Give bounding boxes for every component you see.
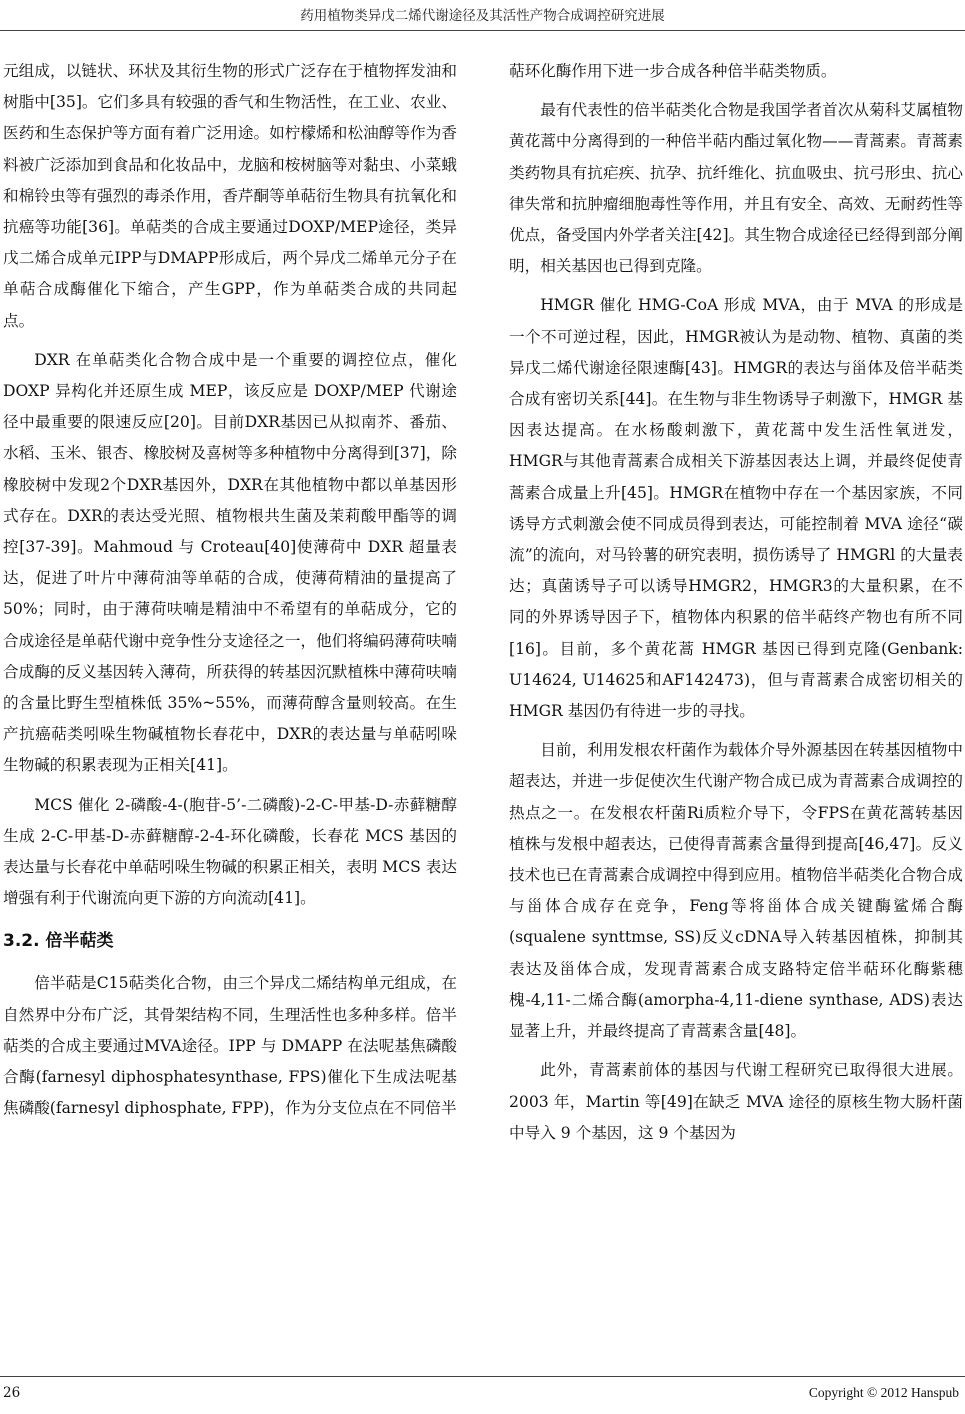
left-paragraph-4: 倍半萜是C15萜类化合物，由三个异戊二烯结构单元组成，在自然界中分布广泛，其骨架结构不同，生理活性也多种多样。倍半萜类的合成主要通过MVA途径。IPP 与 DMAPP 在法呢基焦磷酸合酶(farnesyl diphosphatesynthase, FPS)催化下生成法呢基焦磷酸(farnesyl diphosphate, FPP)，作为分支位点在不同倍半 [3, 974, 457, 1118]
right-column [509, 56, 963, 1157]
copyright-notice: Copyright © 2012 Hanspub [808, 1385, 959, 1400]
right-paragraph-5: 此外，青蒿素前体的基因与代谢工程研究已取得很大进展。2003 年，Martin 等[49]在缺乏 MVA 途径的原核生物大肠杆菌中导入 9 个基因，这 9 个基因为 [509, 1061, 963, 1142]
left-column [3, 56, 457, 1133]
right-paragraph-3: HMGR 催化 HMG-CoA 形成 MVA，由于 MVA 的形成是一个不可逆过程，因此，HMGR被认为是动物、植物、真菌的类异戊二烯代谢途径限速酶[43]。HMGR的表达与甾体及倍半萜类合成有密切关系[44]。在生物与非生物诱导子刺激下，HMGR 基因表达提高。在水杨酸刺激下，黄花蒿中发生活性氧迸发，HMGR与其他青蒿素合成相关下游基因表达上调，并最终促使青蒿素合成量上升[45]。HMGR在植物中存在一个基因家族，不同诱导方式刺激会使不同成员得到表达，可能控制着 MVA 途径“碳流”的流向，对马铃薯的研究表明，损伤诱导了 HMGRl 的大量表达；真菌诱导子可以诱导HMGR2，HMGR3的大量积累，在不同的外界诱导因子下，植物体内积累的倍半萜终产物也有所不同[16]。目前，多个黄花蒿 HMGR 基因已得到克隆(Genbank: U14624, U14625和AF142473)，但与青蒿素合成密切相关的 HMGR 基因仍有待进一步的寻找。 [509, 296, 963, 721]
header-rule [0, 30, 965, 31]
running-header: 药用植物类异戊二烯代谢途径及其活性产物合成调控研究进展 [300, 8, 665, 24]
page-number: 26 [3, 1385, 21, 1401]
footer-rule [0, 1376, 965, 1377]
left-paragraph-2: DXR 在单萜类化合物合成中是一个重要的调控位点，催化 DOXP 异构化并还原生成 MEP，该反应是 DOXP/MEP 代谢途径中最重要的限速反应[20]。目前DXR基因已从拟南芥、番茄、水稻、玉米、银杏、橡胶树及喜树等多种植物中分离得到[37]，除橡胶树中发现2个DXR基因外，DXR在其他植物中都以单基因形式存在。DXR的表达受光照、植物根共生菌及茉莉酸甲酯等的调控[37-39]。Mahmoud 与 Croteau[40]使薄荷中 DXR 超量表达，促进了叶片中薄荷油等单萜的合成，使薄荷精油的量提高了 50%；同时，由于薄荷呋喃是精油中不希望有的单萜成分，它的合成途径是单萜代谢中竞争性分支途径之一，他们将编码薄荷呋喃合成酶的反义基因转入薄荷，所获得的转基因沉默植株中薄荷呋喃的含量比野生型植株低 35%~55%，而薄荷醇含量则较高。在生产抗癌萜类吲哚生物碱植物长春花中，DXR的表达量与单萜吲哚生物碱的积累表现为正相关[41]。 [3, 350, 457, 775]
right-paragraph-1: 萜环化酶作用下进一步合成各种倍半萜类物质。 [509, 62, 837, 80]
left-paragraph-1: 元组成，以链状、环状及其衍生物的形式广泛存在于植物挥发油和树脂中[35]。它们多具有较强的香气和生物活性，在工业、农业、医药和生态保护等方面有着广泛用途。如柠檬烯和松油醇等作为香料被广泛添加到食品和化妆品中，龙脑和桉树脑等对黏虫、小菜蛾和棉铃虫等有强烈的毒杀作用，香芹酮等单萜衍生物具有抗氧化和抗癌等功能[36]。单萜类的合成主要通过DOXP/MEP途径，类异戊二烯合成单元IPP与DMAPP形成后，两个异戊二烯单元分子在单萜合成酶催化下缩合，产生GPP，作为单萜类合成的共同起点。 [3, 62, 457, 330]
right-paragraph-4: 目前，利用发根农杆菌作为载体介导外源基因在转基因植物中超表达，并进一步促使次生代谢产物合成已成为青蒿素合成调控的热点之一。在发根农杆菌Ri质粒介导下，令FPS在黄花蒿转基因植株与发根中超表达，已使得青蒿素含量得到提高[46,47]。反义技术也已在青蒿素合成调控中得到应用。植物倍半萜类化合物合成与甾体合成存在竞争，Feng等将甾体合成关键酶鲨烯合酶(squalene synttmse, SS)反义cDNA导入转基因植株，抑制其表达及甾体合成，发现青蒿素合成支路特定倍半萜环化酶紫穗槐-4,11-二烯合酶(amorpha-4,11-diene synthase, ADS)表达显著上升，并最终提高了青蒿素含量[48]。 [509, 741, 963, 1041]
section-heading: 3.2. 倍半萜类 [3, 931, 114, 952]
left-paragraph-3: MCS 催化 2-磷酸-4-(胞苷-5’-二磷酸)-2-C-甲基-D-赤藓糖醇生成 2-C-甲基-D-赤藓糖醇-2-4-环化磷酸，长春花 MCS 基因的表达量与长春花中单萜吲哚生物碱的积累正相关，表明 MCS 表达增强有利于代谢流向更下游的方向流动[41]。 [3, 795, 457, 908]
right-paragraph-2: 最有代表性的倍半萜类化合物是我国学者首次从菊科艾属植物黄花蒿中分离得到的一种倍半萜内酯过氧化物——青蒿素。青蒿素类药物具有抗疟疾、抗孕、抗纤维化、抗血吸虫、抗弓形虫、抗心律失常和抗肿瘤细胞毒性等作用，并且有安全、高效、无耐药性等优点，备受国内外学者关注[42]。其生物合成途径已经得到部分阐明，相关基因也已得到克隆。 [509, 101, 963, 276]
